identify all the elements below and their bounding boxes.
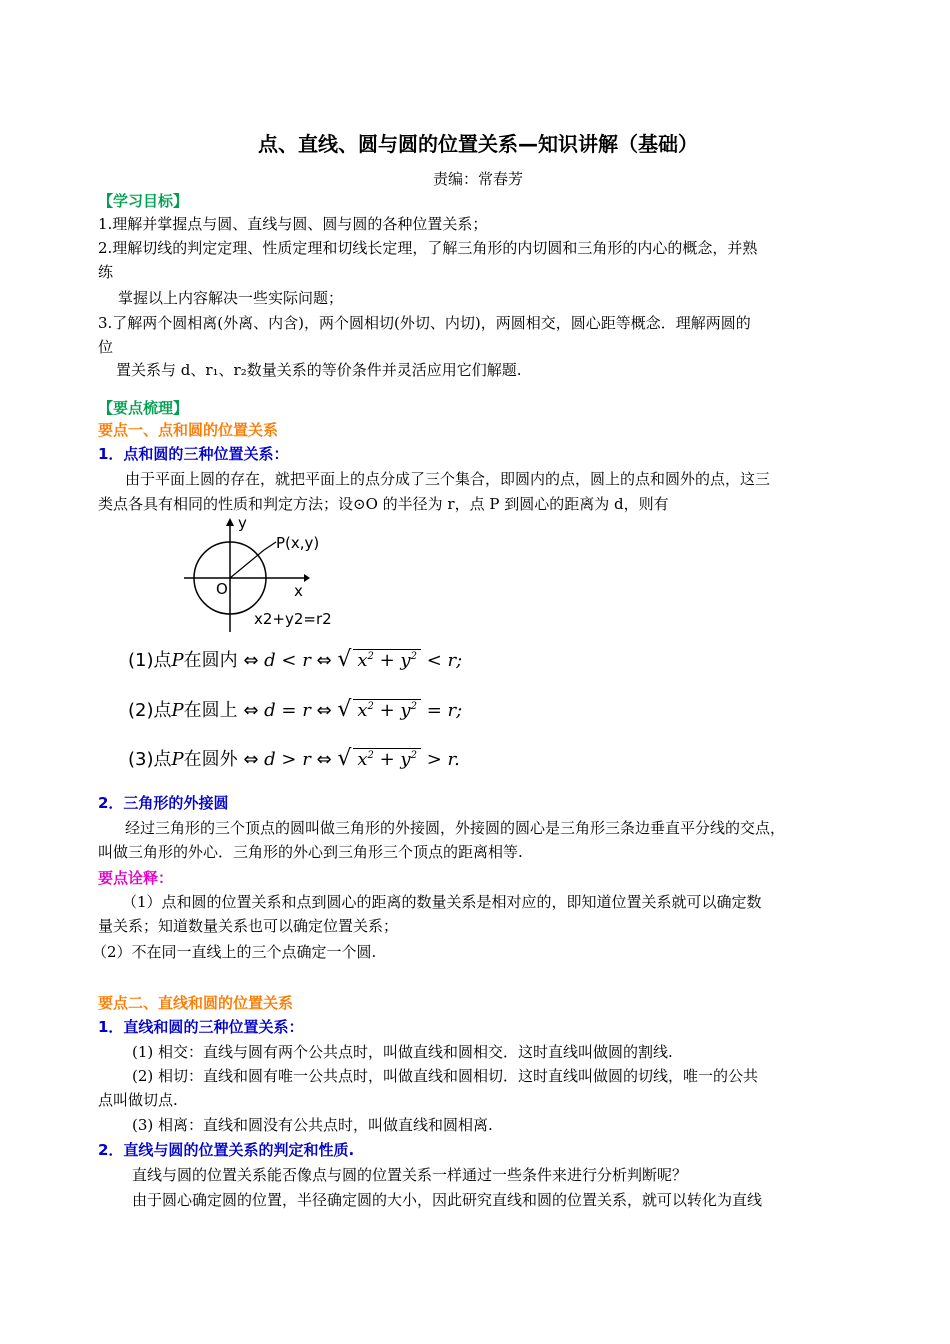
note-heading: 要点诠释： xyxy=(98,869,174,887)
editor-line: 责编：常春芳 xyxy=(432,170,523,188)
x-axis-arrow xyxy=(304,574,310,582)
label-leader xyxy=(264,542,276,550)
radius-segment xyxy=(230,550,264,578)
document-title: 点、直线、圆与圆的位置关系—知识讲解（基础） xyxy=(258,132,698,156)
section2-sub1: 1．直线和圆的三种位置关系： xyxy=(98,1018,304,1036)
formula-inside: (1)点P在圆内 ⇔ d < r ⇔ √ $x^2 + y^2 < r$; xyxy=(128,647,463,672)
summary-heading: 【要点梳理】 xyxy=(98,399,189,417)
section1-sub1: 1．点和圆的三种位置关系： xyxy=(98,445,289,463)
goal-item: 练 xyxy=(98,263,114,281)
goal-item: 1.理解并掌握点与圆、直线与圆、圆与圆的各种位置关系； xyxy=(98,215,488,233)
point-p-label: P(x,y) xyxy=(276,534,320,552)
paragraph-line: 点叫做切点. xyxy=(98,1091,178,1109)
paragraph-line: 类点各具有相同的性质和判定方法；设⊙O 的半径为 r，点 P 到圆心的距离为 d，则有 xyxy=(98,495,669,513)
y-axis-arrow xyxy=(226,518,234,526)
section1-heading: 要点一、点和圆的位置关系 xyxy=(98,421,279,439)
paragraph-line: 经过三角形的三个顶点的圆叫做三角形的外接圆，外接圆的圆心是三角形三条边垂直平分线的交点， xyxy=(125,819,786,837)
goal-item: 3.了解两个圆相离(外离、内含)，两个圆相切(外切、内切)，两圆相交，圆心距等概念．理解两圆的 xyxy=(98,314,751,332)
formula-on: (2)点P在圆上 ⇔ d = r ⇔ √ $x^2 + y^2 = r$; xyxy=(128,697,463,722)
formula-outside: (3)点P在圆外 ⇔ d > r ⇔ √ $x^2 + y^2 > r$. xyxy=(128,746,460,771)
section2-sub2: 2．直线与圆的位置关系的判定和性质. xyxy=(98,1141,355,1159)
note-line: 量关系；知道数量关系也可以确定位置关系； xyxy=(98,917,399,935)
y-label: y xyxy=(238,514,247,532)
goals-heading: 【学习目标】 xyxy=(98,192,189,210)
circle-equation: x2+y2=r2 xyxy=(254,610,332,628)
paragraph-line: (2) 相切：直线和圆有唯一公共点时，叫做直线和圆相切．这时直线叫做圆的切线，唯一的公共 xyxy=(132,1067,759,1085)
origin-label: O xyxy=(216,580,228,598)
note-line: （2）不在同一直线上的三个点确定一个圆. xyxy=(92,943,377,961)
x-label: x xyxy=(294,582,303,600)
paragraph-line: 由于圆心确定圆的位置，半径确定圆的大小，因此研究直线和圆的位置关系，就可以转化为直线 xyxy=(132,1191,763,1209)
paragraph-line: 直线与圆的位置关系能否像点与圆的位置关系一样通过一些条件来进行分析判断呢？ xyxy=(132,1166,688,1184)
paragraph-line: (3) 相离：直线和圆没有公共点时，叫做直线和圆相离. xyxy=(132,1116,493,1134)
section2-heading: 要点二、直线和圆的位置关系 xyxy=(98,994,294,1012)
paragraph-line: 叫做三角形的外心．三角形的外心到三角形三个顶点的距离相等. xyxy=(98,843,523,861)
goal-item: 掌握以上内容解决一些实际问题； xyxy=(118,289,344,307)
paragraph-line: (1) 相交：直线与圆有两个公共点时，叫做直线和圆相交．这时直线叫做圆的割线. xyxy=(132,1043,673,1061)
goal-item: 2.理解切线的判定定理、性质定理和切线长定理，了解三角形的内切圆和三角形的内心的概念，并熟 xyxy=(98,239,758,257)
note-line: （1）点和圆的位置关系和点到圆心的距离的数量关系是相对应的，即知道位置关系就可以确定数 xyxy=(122,893,762,911)
circle-diagram xyxy=(180,514,430,634)
goal-item: 位 xyxy=(98,338,114,356)
goal-item: 置关系与 d、r₁、r₂数量关系的等价条件并灵活应用它们解题. xyxy=(116,361,522,379)
section1-sub2: 2．三角形的外接圆 xyxy=(98,794,229,812)
paragraph-line: 由于平面上圆的存在，就把平面上的点分成了三个集合，即圆内的点，圆上的点和圆外的点，这三 xyxy=(125,470,771,488)
